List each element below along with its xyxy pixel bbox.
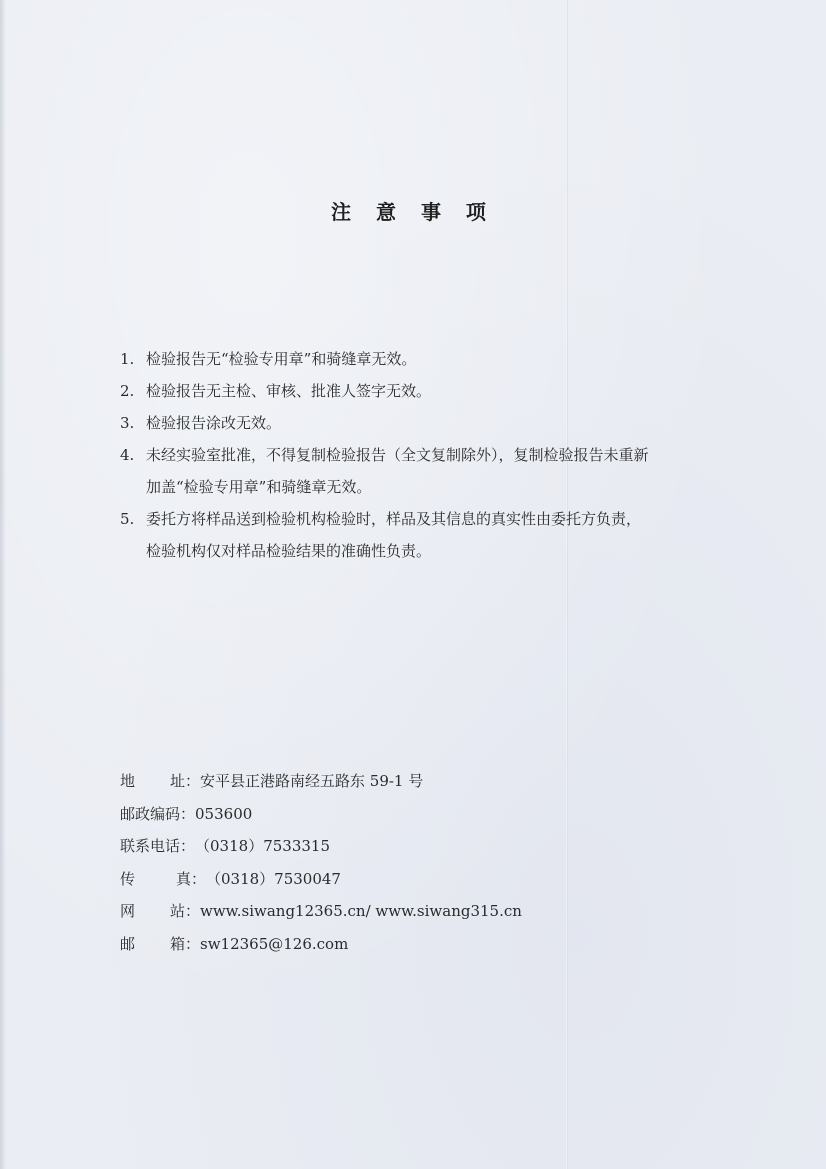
email-label: 邮 箱：	[120, 934, 200, 953]
address-value: 安平县正港路南经五路东 59-1 号	[200, 772, 424, 790]
notes-list	[120, 343, 720, 567]
note-number: 1.	[120, 350, 135, 368]
note-text	[146, 439, 720, 503]
note-line: 未经实验室批准，不得复制检验报告（全文复制除外），复制检验报告未重新	[146, 446, 649, 464]
website-label: 网 站：	[120, 902, 200, 920]
note-number: 2.	[120, 382, 135, 400]
note-item-3	[120, 407, 720, 439]
postcode-label: 邮政编码：	[120, 804, 196, 823]
note-item-2	[120, 375, 720, 407]
note-text: 检验报告涂改无效。	[146, 414, 282, 432]
note-text: 检验报告无主检、审核、批准人签字无效。	[146, 382, 432, 400]
note-item-5	[120, 503, 720, 567]
note-item-1	[120, 343, 720, 375]
address-label: 地 址：	[120, 772, 200, 790]
note-number: 3.	[120, 414, 135, 432]
note-text	[146, 503, 720, 567]
email-value: sw12365@126.com	[200, 934, 349, 953]
fax-value: （0318）7530047	[206, 869, 341, 888]
contact-info	[120, 765, 680, 960]
phone-label: 联系电话：	[120, 837, 196, 855]
note-line: 检验机构仅对样品检验结果的准确性负责。	[146, 542, 432, 560]
website-row	[120, 895, 680, 928]
phone-row	[120, 830, 680, 863]
website-value: www.siwang12365.cn/ www.siwang315.cn	[200, 902, 522, 920]
note-line: 加盖“检验专用章”和骑缝章无效。	[146, 478, 372, 496]
fax-label: 传 真：	[120, 869, 206, 888]
postcode-row	[120, 798, 680, 831]
email-row	[120, 928, 680, 961]
note-number: 5.	[120, 510, 135, 528]
fax-row	[120, 863, 680, 896]
note-number: 4.	[120, 446, 135, 464]
page-fold-line	[566, 0, 568, 1169]
page-title: 注 意 事 项	[331, 200, 495, 224]
postcode-value: 053600	[195, 804, 253, 823]
page-edge-shadow	[0, 0, 6, 1169]
address-row	[120, 765, 680, 798]
note-line: 委托方将样品送到检验机构检验时，样品及其信息的真实性由委托方负责，	[146, 510, 642, 528]
phone-value: （0318）7533315	[195, 837, 330, 855]
note-item-4	[120, 439, 720, 503]
note-text: 检验报告无“检验专用章”和骑缝章无效。	[146, 350, 417, 368]
